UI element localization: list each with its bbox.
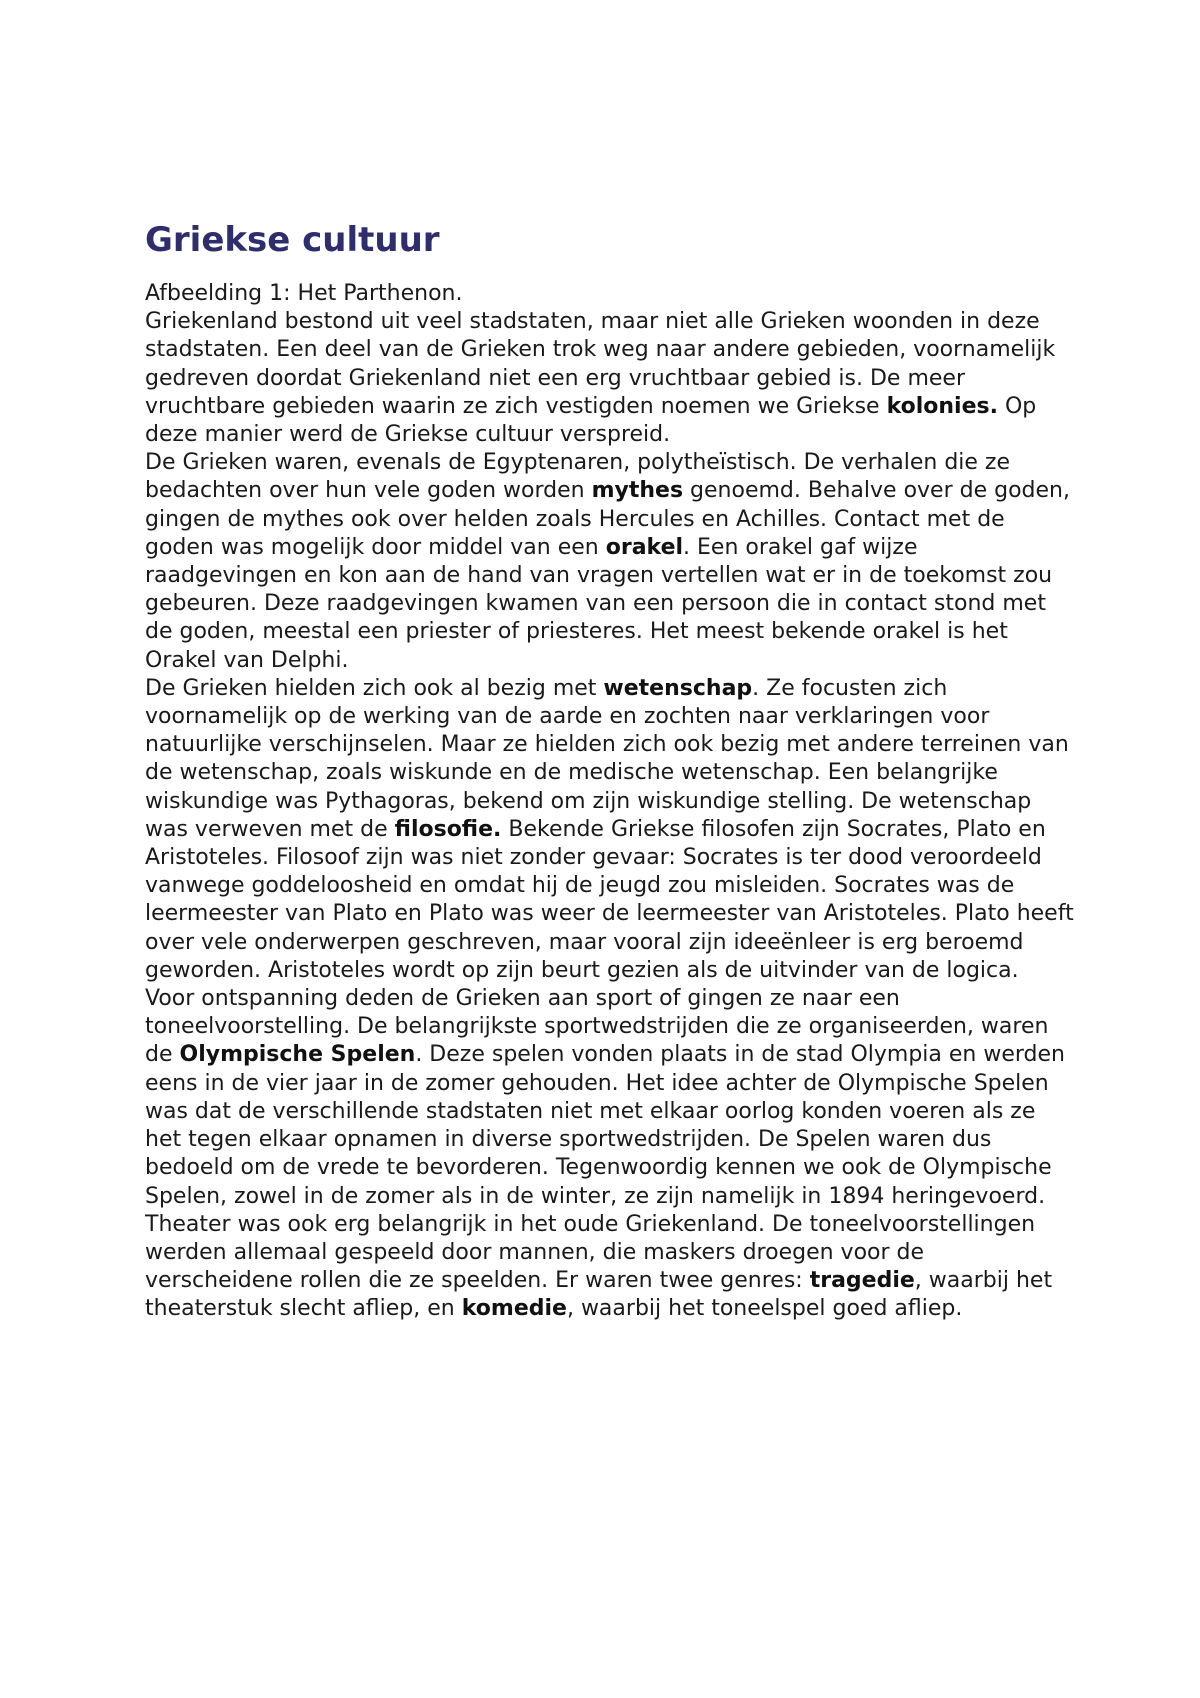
bold-term-filosofie: filosofie. <box>394 816 502 842</box>
paragraph-kolonies <box>145 308 1075 449</box>
paragraph-text: . Ze focusten zich voornamelijk op de werking van de aarde en zochten naar verklaringen voor natuurlijke verschijnselen. Maar ze hielden zich ook bezig met andere terreinen van de wetenschap, zoals wiskunde en de medische wetenschap. Een belangrijke wiskundige was Pythagoras, bekend om zijn wiskundige stelling. De wetenschap was verweven met de <box>145 675 1069 842</box>
paragraph-text: De Grieken hielden zich ook al bezig met <box>145 675 604 701</box>
paragraph-mythes <box>145 449 1075 675</box>
paragraph-wetenschap <box>145 675 1075 985</box>
document-title: Griekse cultuur <box>145 220 440 260</box>
paragraph-text: Op deze manier werd de Griekse cultuur verspreid. <box>145 393 1037 448</box>
paragraph-text: , waarbij het toneelspel goed afliep. <box>566 1296 963 1322</box>
paragraph-olympische-spelen <box>145 985 1075 1323</box>
bold-term-tragedie: tragedie <box>809 1268 915 1294</box>
bold-term-olympische-spelen: Olympische Spelen <box>179 1042 416 1068</box>
bold-term-kolonies: kolonies. <box>886 393 998 419</box>
image-caption: Afbeelding 1: Het Parthenon. <box>145 281 463 306</box>
paragraph-text: Bekende Griekse filosofen zijn Socrates, Plato en Aristoteles. Filosoof zijn was niet zonder gevaar: Socrates is ter dood veroordeeld vanwege goddeloosheid en omdat hij de jeugd zou misleiden. Socrates was de leermeester van Plato en Plato was weer de leermeester van Aristoteles. Plato heeft over vele onderwerpen geschreven, maar vooral zijn ideeënleer is erg beroemd geworden. Aristoteles wordt op zijn beurt gezien als de uitvinder van de logica. <box>145 816 1074 983</box>
paragraph-text: . Deze spelen vonden plaats in de stad Olympia en werden eens in de vier jaar in de zomer gehouden. Het idee achter de Olympische Spelen was dat de verschillende stadstaten niet met elkaar oorlog konden voeren als ze het tegen elkaar opnamen in diverse sportwedstrijden. De Spelen waren dus bedoeld om de vrede te bevorderen. Tegenwoordig kennen we ook de Olympische Spelen, zowel in de zomer als in de winter, ze zijn namelijk in 1894 heringevoerd. Theater was ook erg belangrijk in het oude Griekenland. De toneelvoorstellingen werden allemaal gespeeld door mannen, die maskers droegen voor de verscheidene rollen die ze speelden. Er waren twee genres: <box>145 1042 1065 1294</box>
paragraph-text: , waarbij het theaterstuk slecht afliep, en <box>145 1268 1053 1322</box>
bold-term-wetenschap: wetenschap <box>603 675 753 701</box>
paragraph-text: . Een orakel gaf wijze raadgevingen en kon aan de hand van vragen vertellen wat er in de toekomst zou gebeuren. Deze raadgevingen kwamen van een persoon die in contact stond met de goden, meestal een priester of priesteres. Het meest bekende orakel is het Orakel van Delphi. <box>145 534 1053 673</box>
paragraph-text: Voor ontspanning deden de Grieken aan sport of gingen ze naar een toneelvoorstelling. De belangrijkste sportwedstrijden die ze organiseerden, waren de <box>145 986 1049 1068</box>
bold-term-mythes: mythes <box>591 478 684 504</box>
bold-term-orakel: orakel <box>605 534 684 560</box>
paragraph-text: Griekenland bestond uit veel stadstaten, maar niet alle Grieken woonden in deze stadstaten. Een deel van de Grieken trok weg naar andere gebieden, voornamelijk gedreven doordat Griekenland niet een erg vruchtbaar gebied is. De meer vruchtbare gebieden waarin ze zich vestigden noemen we Griekse <box>145 309 1056 419</box>
paragraph-text: De Grieken waren, evenals de Egyptenaren, polytheïstisch. De verhalen die ze bedachten over hun vele goden worden <box>145 450 1011 504</box>
paragraph-text: genoemd. Behalve over de goden, gingen de mythes ook over helden zoals Hercules en Achilles. Contact met de goden was mogelijk door middel van een <box>145 478 1070 560</box>
document-body <box>145 216 1075 1324</box>
bold-term-komedie: komedie <box>461 1296 567 1322</box>
